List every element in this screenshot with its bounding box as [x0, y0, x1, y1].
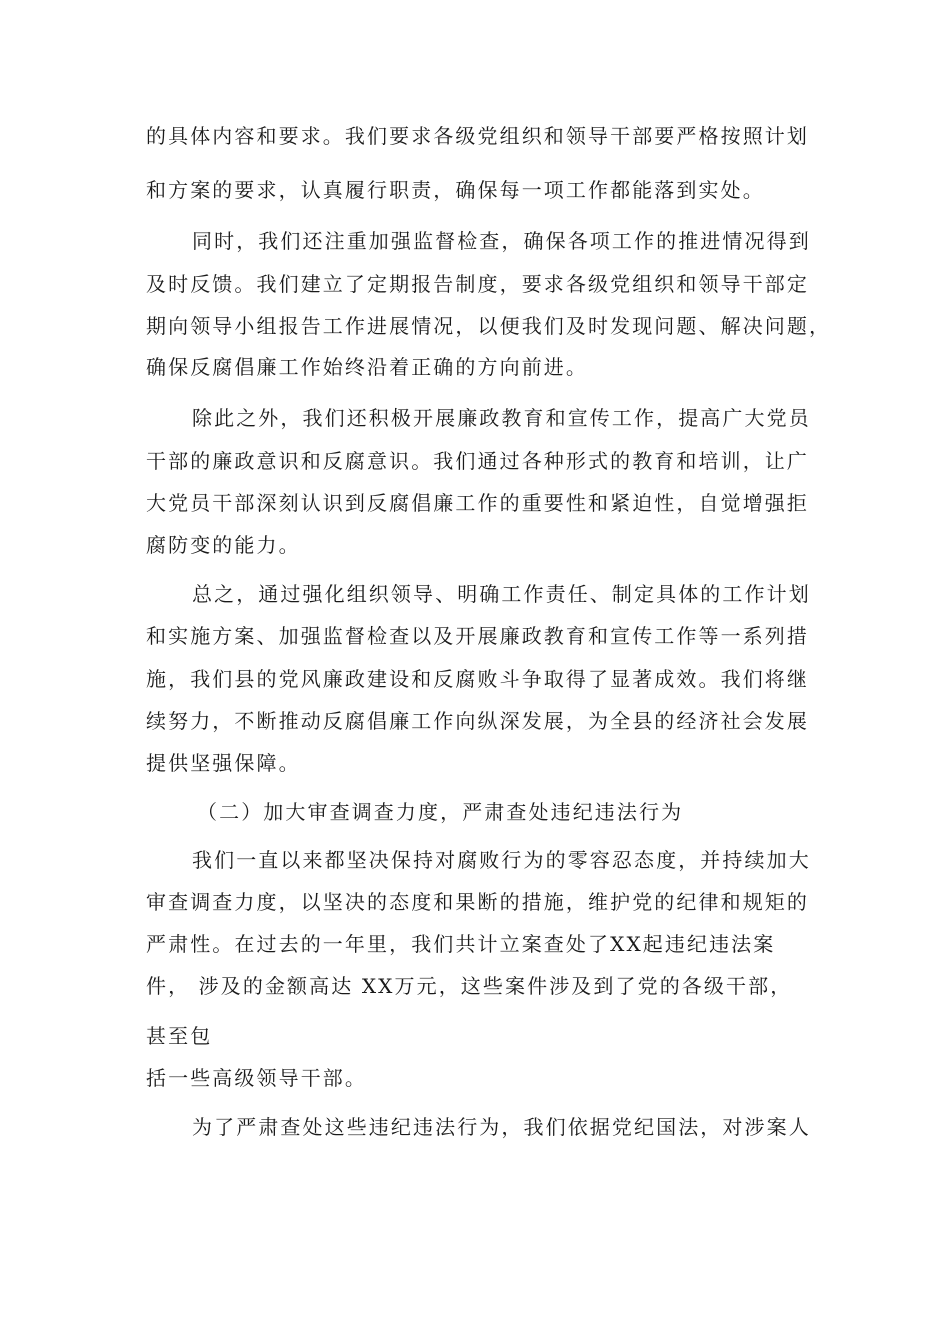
paragraph-first-line: 同时，我们还注重加强监督检查，确保各项工作的推进情况得到	[192, 229, 811, 253]
paragraph-first-line: 为了严肃查处这些违纪违法行为，我们依据党纪国法，对涉案人	[192, 1115, 811, 1139]
body-text-line: 括一些高级领导干部。	[146, 1066, 367, 1090]
body-text-line: 和方案的要求，认真履行职责，确保每一项工作都能落到实处。	[146, 178, 765, 202]
body-text-line: 及时反馈。我们建立了定期报告制度，要求各级党组织和领导干部定	[146, 272, 809, 296]
body-text-line: 确保反腐倡廉工作始终沿着正确的方向前进。	[146, 355, 588, 379]
body-text-line: 施，我们县的党风廉政建设和反腐败斗争取得了显著成效。我们将继	[146, 667, 809, 691]
paragraph-first-line: 我们一直以来都坚决保持对腐败行为的零容忍态度，并持续加大	[192, 848, 811, 872]
body-text-line: 和实施方案、加强监督检查以及开展廉政教育和宣传工作等一系列措	[146, 624, 809, 648]
section-heading: （二）加大审查调查力度，严肃查处违纪违法行为	[197, 800, 684, 824]
body-text-line: 期向领导小组报告工作进展情况，以便我们及时发现问题、解决问题，	[146, 314, 832, 338]
body-text-line: 干部的廉政意识和反腐意识。我们通过各种形式的教育和培训，让广	[146, 449, 809, 473]
body-text-line: 腐防变的能力。	[146, 533, 301, 557]
paragraph-first-line: 总之，通过强化组织领导、明确工作责任、制定具体的工作计划	[192, 582, 811, 606]
body-text-line: 续努力，不断推动反腐倡廉工作向纵深发展，为全县的经济社会发展	[146, 709, 809, 733]
paragraph-first-line: 除此之外，我们还积极开展廉政教育和宣传工作，提高广大党员	[192, 406, 811, 430]
body-text-line: 严肃性。在过去的一年里，我们共计立案查处了XX起违纪违法案	[146, 932, 776, 956]
body-text-line: 的具体内容和要求。我们要求各级党组织和领导干部要严格按照计划	[146, 124, 809, 148]
body-text-line: 审查调查力度，以坚决的态度和果断的措施，维护党的纪律和规矩的	[146, 890, 809, 914]
body-text-line: 大党员干部深刻认识到反腐倡廉工作的重要性和紧迫性，自觉增强拒	[146, 491, 809, 515]
body-text-line: 甚至包	[146, 1024, 213, 1048]
body-text-line: 提供坚强保障。	[146, 751, 301, 775]
body-text-line: 件， 涉及的金额高达 XX万元，这些案件涉及到了党的各级干部，	[146, 974, 793, 998]
